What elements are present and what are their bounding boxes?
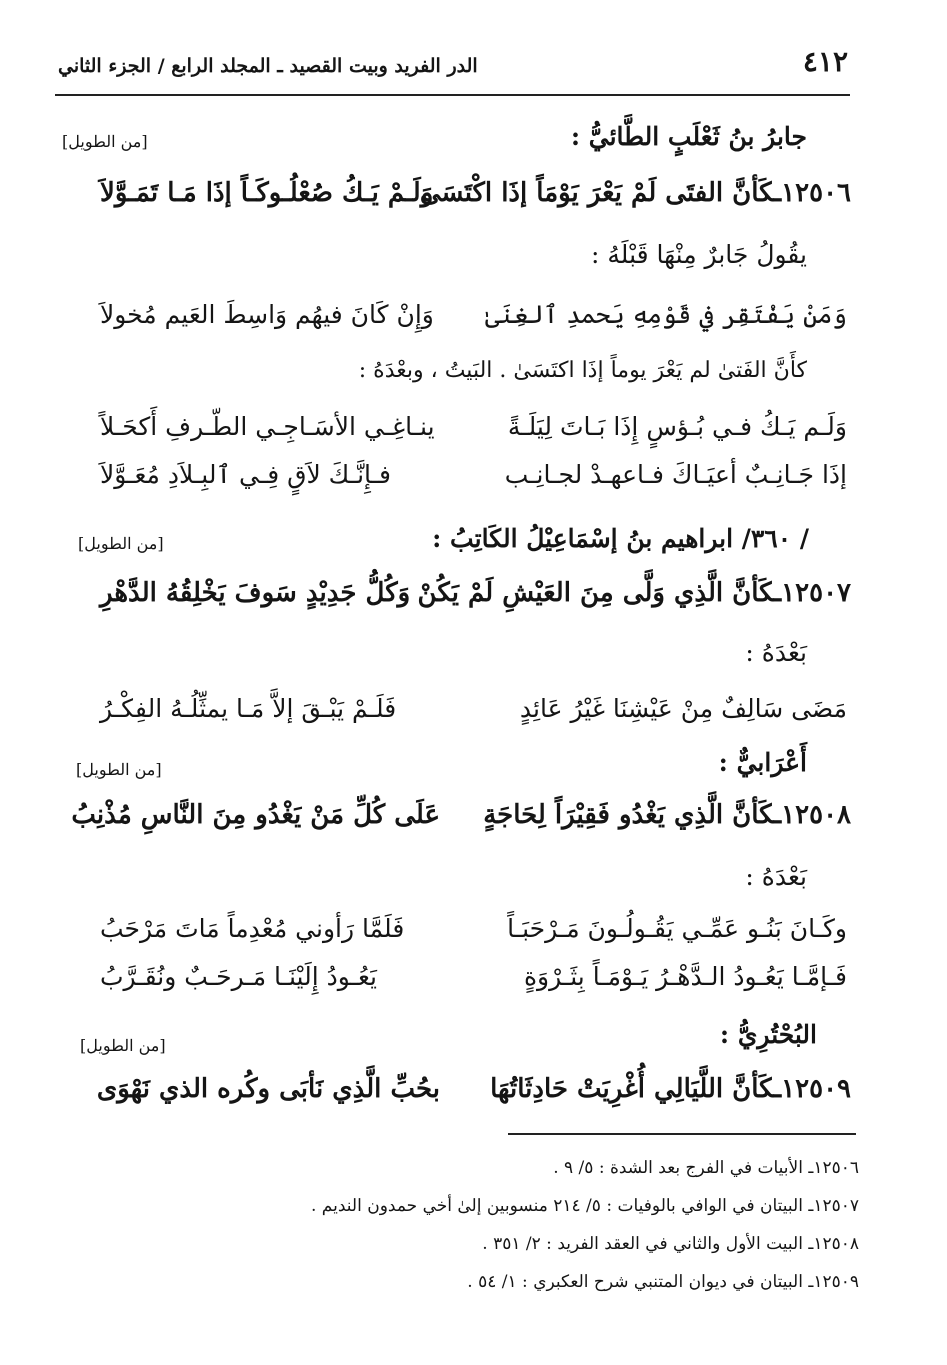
verse-second-hemistich: ينـاغِـي الأسَـاجِـي الطّـرفِ أَكحَـلاً [100, 412, 435, 441]
meter-label: [من الطويل] [78, 534, 164, 553]
verse-first-hemistich: وَمَنْ يَفْتَقِر في قَوْمِهِ يَحمدِ ٱلغِنَىٰ [485, 300, 847, 329]
verse-text: كَأنَّ الفتَى لَمْ يَعْرَ يَوْمَاً إذَا اكْتَسَى [419, 178, 774, 208]
verse-first-hemistich [417, 578, 851, 608]
verse-number: ١٢٥٠٨ـ [773, 800, 851, 830]
poet-name: أَعْرَابيٌّ : [718, 748, 807, 777]
poet-name: جابرُ بنُ ثَعْلَبٍ الطَّائيُّ : [570, 122, 807, 151]
verse-second-hemistich: بحُبِّ الَّذِي نَأبَى وكُره الذي نَهْوَى [96, 1074, 440, 1104]
verse-first-hemistich: وكَـانَ بَنُـو عَمِّـي يَقُـولُـونَ مَـرْحَبَـاً [507, 914, 847, 943]
poet-name: البُحْتُرِيُّ : [719, 1020, 817, 1049]
footnote: ١٢٥٠٩ـ البيتان في ديوان المتنبي شرح العكبري : ١/ ٥٤ . [467, 1272, 859, 1292]
verse-second-hemistich: فـإِنَّـكَ لاَقٍ فِـي ٱلبِـلاَدِ مُعَـوَّلاَ [100, 460, 391, 489]
prose-line: كأَنَّ الفَتىٰ لم يَعْرَ يوماً إذَا اكتَسَىٰ . البَيتُ ، وبعْدَهُ : [358, 358, 807, 383]
verse-first-hemistich [431, 1074, 851, 1104]
verse-first-hemistich [431, 800, 851, 830]
verse-second-hemistich: عَلَى كُلِّ مَنْ يَغْدُو مِنَ النَّاسِ مُذْنِبُ [71, 800, 440, 830]
meter-label: [من الطويل] [80, 1036, 166, 1055]
verse-number: ١٢٥٠٦ـ [773, 178, 851, 208]
verse-text: كَأنَّ الَّذِي وَلَّى مِنَ العَيْشِ لَمْ يَكُنْ [417, 578, 774, 608]
footnote: ١٢٥٠٦ـ الأبيات في الفرج بعد الشدة : ٥/ ٩ . [553, 1158, 859, 1178]
verse-second-hemistich: فَلَمَّا رَأوني مُعْدِماً مَاتَ مَرْحَبُ [100, 914, 405, 943]
intro-line: بَعْدَهُ : [745, 638, 807, 667]
page-header [58, 45, 848, 85]
verse-first-hemistich: إذَا جَـانِـبٌ أعيَـاكَ فـاعهـدْ لجـانِـب [504, 460, 847, 489]
meter-label: [من الطويل] [62, 132, 148, 151]
verse-first-hemistich: وَلَـم يَـكُ فـي بُـؤسٍ إِذَا بَـاتَ لِيَلَـةً [507, 412, 847, 441]
verse-second-hemistich: وَلَـمْ يَـكُ صُعْلُـوكَـاً إذَا مَـا تَمَـوَّلاَ [100, 178, 434, 208]
verse-first-hemistich [419, 178, 851, 208]
verse-first-hemistich: مَضَى سَالِفٌ مِنْ عَيْشِنَا غَيْرُ عَائِدٍ [519, 694, 847, 723]
intro-line: يقُولُ جَابرٌ مِنْهَا قَبْلَهُ : [591, 240, 807, 269]
verse-second-hemistich: وَكُلُّ جَدِيْدٍ سَوفَ يَخْلِقُهُ الدَّهْرِ [100, 578, 411, 608]
footnote: ١٢٥٠٨ـ البيت الأول والثاني في العقد الفريد : ٢/ ٣٥١ . [482, 1234, 859, 1254]
verse-second-hemistich: وَإِنْ كَانَ فيهُم وَاسِطَ العَيم مُخولاَ [100, 300, 434, 329]
verse-second-hemistich: فَلَـمْ يَبْـقَ إلاَّ مَـا يمثِّلُـهُ الفِكْـرُ [100, 694, 397, 723]
verse-number: ١٢٥٠٩ـ [773, 1074, 851, 1104]
page-number: ٤١٢ [802, 45, 848, 78]
footnote: ١٢٥٠٧ـ البيتان في الوافي بالوفيات : ٥/ ٢١٤ منسوبين إلىٰ أخي حمدون النديم . [311, 1196, 859, 1216]
header-rule [55, 94, 850, 96]
meter-label: [من الطويل] [76, 760, 162, 779]
running-title: الدر الفريد وبيت القصيد ـ المجلد الرابع / الجزء الثاني [58, 55, 478, 77]
verse-text: كَأنَّ الَّذِي يَغْدُو فَقِيْرَاً لِحَاجَةٍ [483, 800, 774, 830]
verse-number: ١٢٥٠٧ـ [773, 578, 851, 608]
verse-first-hemistich: فَـإمَّـا يَعُـودُ الـدَّهْـرُ يَـوْمَـاً بِثَـرْوَةٍ [523, 962, 847, 991]
footnote-rule [508, 1133, 856, 1135]
poet-name: / ٣٦٠/ ابراهيم بنُ إسْمَاعِيْلُ الكَاتِبُ : [432, 524, 809, 553]
verse-second-hemistich: يَعُـودُ إِلَيْنَـا مَـرحَـبٌ ونُقَـرَّبُ [100, 962, 377, 991]
verse-text: كَأنَّ اللَّيَالِي أُغْرِيَتْ حَادِثَاتُهَا [490, 1074, 774, 1104]
intro-line: بَعْدَهُ : [745, 862, 807, 891]
